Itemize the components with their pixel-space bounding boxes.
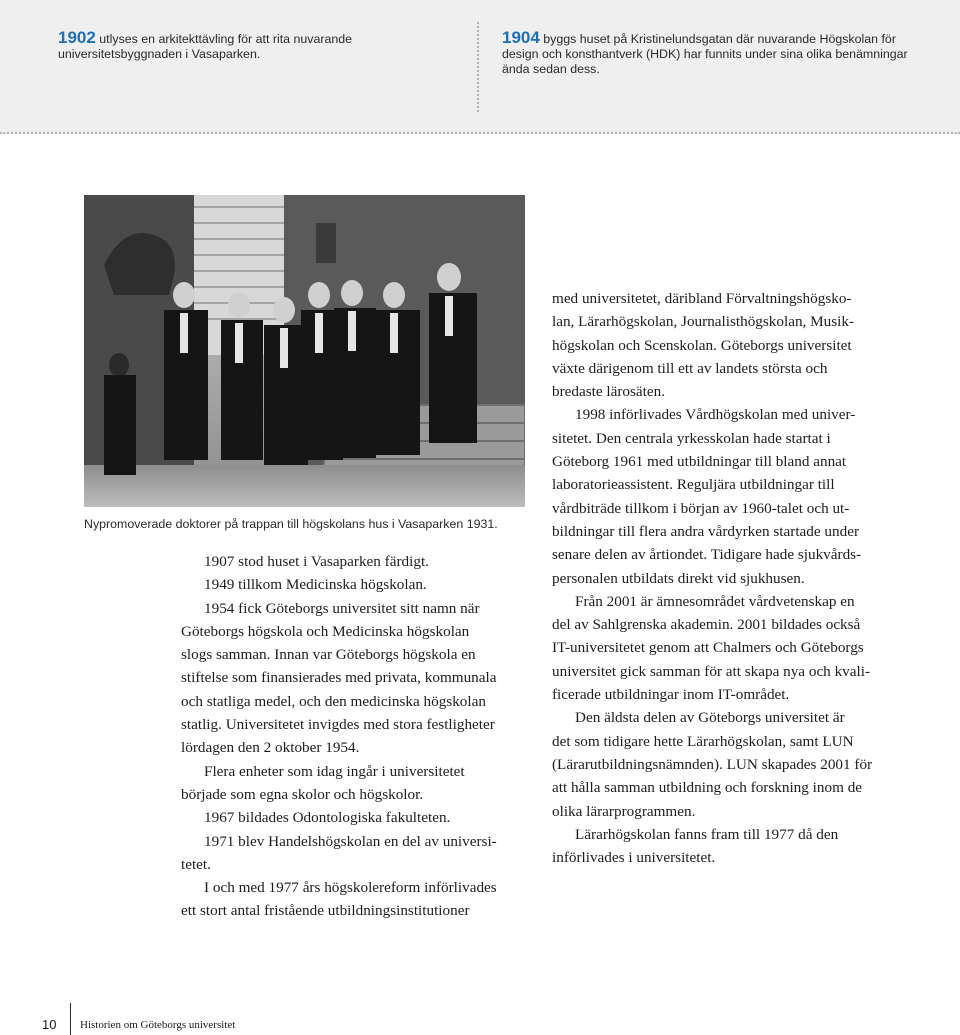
- text-line: personalen utbildats direkt vid sjukhusen.: [552, 569, 805, 587]
- text-line: och statliga medel, och den medicinska högskolan: [181, 692, 486, 710]
- text-line: lan, Lärarhögskolan, Journalisthögskolan, Musik-: [552, 313, 855, 331]
- timeline-year: 1902: [58, 28, 96, 47]
- running-title: Historien om Göteborgs universitet: [80, 1019, 236, 1031]
- page-number: 10: [42, 1017, 57, 1032]
- text-line: 1954 fick Göteborgs universitet sitt namn när: [204, 599, 480, 617]
- text-line: högskolan och Scenskolan. Göteborgs universitet: [552, 336, 852, 354]
- timeline-entry-1902: [58, 30, 448, 62]
- text-line: bildningar till flera andra vårdyrken startade under: [552, 522, 859, 540]
- text-line: vårdbiträde tillkom i början av 1960-talet och ut-: [552, 499, 850, 517]
- text-line: med universitetet, däribland Förvaltningshögsko-: [552, 290, 852, 307]
- text-line: slogs samman. Innan var Göteborgs högskola en: [181, 646, 476, 664]
- text-line: 1971 blev Handelshögskolan en del av universi-: [204, 832, 497, 850]
- text-line: började som egna skolor och högskolor.: [181, 785, 424, 803]
- timeline-year: 1904: [502, 28, 540, 47]
- text-line: ett stort antal fristående utbildningsinstitutioner: [181, 902, 470, 920]
- text-line: införlivades i universitetet.: [552, 849, 716, 867]
- timeline-text: utlyses en arkitekttävling för att rita nuvarande universitetsbyggnaden i Vasaparken.: [58, 32, 353, 61]
- text-line: att hålla samman utbildning och forskning inom de: [552, 779, 863, 797]
- footer-divider: [70, 1003, 71, 1035]
- text-line: 1967 bildades Odontologiska fakulteten.: [204, 809, 451, 827]
- text-line: universitet gick samman för att skapa nya och kvali-: [552, 662, 870, 680]
- text-line: 1907 stod huset i Vasaparken färdigt.: [204, 553, 429, 570]
- text-line: Från 2001 är ämnesområdet vårdvetenskap en: [575, 592, 855, 610]
- text-line: Göteborgs högskola och Medicinska högskolan: [181, 622, 470, 640]
- timeline-band: [0, 0, 960, 134]
- text-line: laboratorieassistent. Reguljära utbildningar till: [552, 476, 835, 494]
- photo-illustration: [84, 195, 525, 507]
- text-line: lördagen den 2 oktober 1954.: [181, 739, 360, 757]
- timeline-divider: [477, 22, 479, 112]
- text-line: senare delen av årtiondet. Tidigare hade sjukvårds-: [552, 546, 862, 564]
- photo-caption: Nypromoverade doktorer på trappan till högskolans hus i Vasaparken 1931.: [84, 517, 498, 531]
- text-line: olika lärarprogrammen.: [552, 802, 696, 820]
- text-line: statlig. Universitetet invigdes med stora festligheter: [181, 716, 495, 734]
- historical-photo: [84, 195, 525, 507]
- text-line: IT-universitetet genom att Chalmers och Göteborgs: [552, 639, 864, 657]
- text-line: ficerade utbildningar inom IT-området.: [552, 686, 790, 704]
- text-line: I och med 1977 års högskolereform införlivades: [204, 879, 497, 897]
- body-column-right: [552, 287, 907, 869]
- body-column-left: [181, 550, 531, 923]
- text-line: sitetet. Den centrala yrkesskolan hade startat i: [552, 429, 831, 447]
- text-line: del av Sahlgrenska akademin. 2001 bildades också: [552, 616, 861, 634]
- text-line: 1998 införlivades Vårdhögskolan med univer-: [575, 406, 856, 424]
- text-line: Göteborg 1961 med utbildningar till bland annat: [552, 453, 847, 471]
- text-line: 1949 tillkom Medicinska högskolan.: [204, 576, 427, 594]
- text-line: Den äldsta delen av Göteborgs universitet är: [575, 709, 845, 727]
- text-line: växte därigenom till ett av landets största och: [552, 359, 828, 377]
- timeline-entry-1904: [502, 30, 922, 77]
- timeline-text: byggs huset på Kristinelundsgatan där nuvarande Högskolan för design och konsthantverk (HDK) har funnits under sina olika benämningar ända sedan dess.: [502, 32, 908, 76]
- text-line: (Lärarutbildningsnämnden). LUN skapades 2001 för: [552, 755, 873, 773]
- text-line: Flera enheter som idag ingår i universitetet: [204, 762, 465, 780]
- text-line: tetet.: [181, 855, 211, 873]
- text-line: det som tidigare hette Lärarhögskolan, samt LUN: [552, 732, 854, 750]
- text-line: Lärarhögskolan fanns fram till 1977 då den: [575, 825, 839, 843]
- text-line: bredaste lärosäten.: [552, 383, 666, 401]
- text-line: stiftelse som finansierades med privata, kommunala: [181, 669, 497, 687]
